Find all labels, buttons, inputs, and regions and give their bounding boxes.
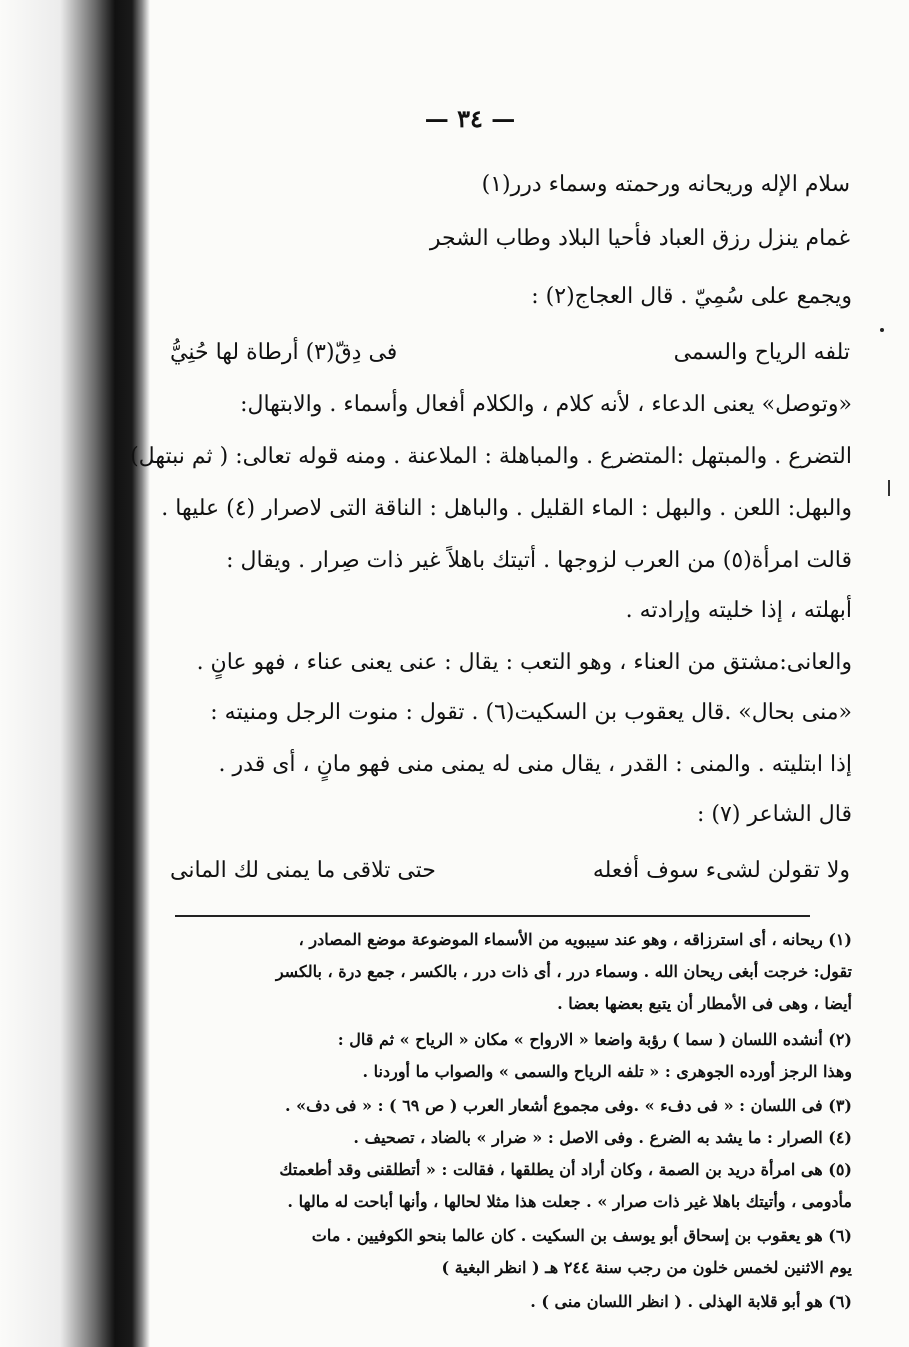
verse-line (170, 340, 850, 365)
verse-hemistich: فى دِقّ(٣) أرطاة لها حُنِيُّ (170, 340, 398, 365)
body-line: إذا ابتليته . والمنى : القدر ، يقال منى له يمنى منى فهو مانٍ ، أى قدر . (218, 752, 852, 777)
footnote-line: (٤) الصرار : ما يشد به الضرع . وفى الاصل : « ضرار » بالضاد ، تصحيف . (353, 1128, 852, 1147)
footnote-line: يوم الاثنين لخمس خلون من رجب سنة ٢٤٤ هـ ( انظر البغية ) (441, 1258, 852, 1277)
stray-ink-mark (888, 480, 890, 496)
footnote-line: تقول: خرجت أبغى ريحان الله . وسماء درر ، أى ذات درر ، بالكسر ، جمع درة ، بالكسر (275, 962, 852, 981)
footnote-divider (175, 915, 810, 917)
verse-hemistich: غمام ينزل رزق العباد فأحيا البلاد وطاب الشجر (429, 226, 850, 251)
body-line: قال الشاعر (٧) : (696, 802, 852, 827)
footnote-line: (١) ريحانه ، أى استرزاقه ، وهو عند سيبويه من الأسماء الموضوعة موضع المصادر ، (298, 930, 852, 949)
footnote-line: (٢) أنشده اللسان ( سما ) رؤبة واضعا « الارواح » مكان « الرياح » ثم قال : (337, 1030, 852, 1049)
body-line: والعانى:مشتق من العناء ، وهو التعب : يقال : عنى يعنى عناء ، فهو عانٍ . (196, 650, 852, 675)
body-line: والبهل: اللعن . والبهل : الماء القليل . والباهل : الناقة التى لاصرار (٤) عليها . (161, 496, 852, 521)
verse-line (170, 226, 850, 251)
body-line: قالت امرأة(٥) من العرب لزوجها . أتيتك باهلاً غير ذات صِرار . ويقال : (226, 548, 852, 573)
footnote-line: (٦) هو يعقوب بن إسحاق أبو يوسف بن السكيت . كان عالما بنحو الكوفيين . مات (311, 1226, 852, 1245)
book-binding-shadow (0, 0, 150, 1347)
verse-line (170, 172, 850, 197)
footnote-line: أيضا ، وهى فى الأمطار أن يتبع بعضها بعضا . (557, 994, 852, 1013)
body-line: «وتوصل» يعنى الدعاء ، لأنه كلام ، والكلام أفعال وأسماء . والابتهال: (240, 392, 852, 417)
verse-line (170, 858, 850, 883)
stray-ink-dot (880, 328, 884, 332)
footnote-line: مأدومى ، وأتيتك باهلا غير ذات صرار » . جعلت هذا مثلا لحالها ، وأنها أباحت له مالها . (287, 1192, 852, 1211)
page-number: — ٣٤ — (424, 104, 516, 133)
body-line: أبهلته ، إذا خليته وإرادته . (625, 598, 852, 623)
footnote-line: (٥) هى امرأة دريد بن الصمة ، وكان أراد أن يطلقها ، فقالت : « أتطلقنى وقد أطعمتك (279, 1160, 852, 1179)
footnote-line: (٣) فى اللسان : « فى دفء » .وفى مجموع أشعار العرب ( ص ٦٩ ) : « فى دف» . (285, 1096, 852, 1115)
footnote-line: (٦) هو أبو قلابة الهذلى . ( انظر اللسان منى ) . (530, 1292, 852, 1311)
verse-hemistich: ولا تقولن لشىء سوف أفعله (592, 858, 850, 883)
body-line: ويجمع على سُمِيّ . قال العجاج(٢) : (531, 284, 852, 309)
body-line: التضرع . والمبتهل :المتضرع . والمباهلة : الملاعنة . ومنه قوله تعالى: ( ثم نبتهل) (130, 444, 852, 469)
verse-hemistich: تلفه الرياح والسمى (673, 340, 850, 365)
verse-hemistich: حتى تلاقى ما يمنى لك المانى (170, 858, 436, 883)
verse-hemistich: سلام الإله وريحانه ورحمته وسماء درر(١) (481, 172, 850, 197)
footnote-line: وهذا الرجز أورده الجوهرى : « تلفه الرياح والسمى » والصواب ما أوردنا . (362, 1062, 852, 1081)
body-line: «منى بحال» .قال يعقوب بن السكيت(٦) . تقول : منوت الرجل ومنيته : (210, 700, 852, 725)
